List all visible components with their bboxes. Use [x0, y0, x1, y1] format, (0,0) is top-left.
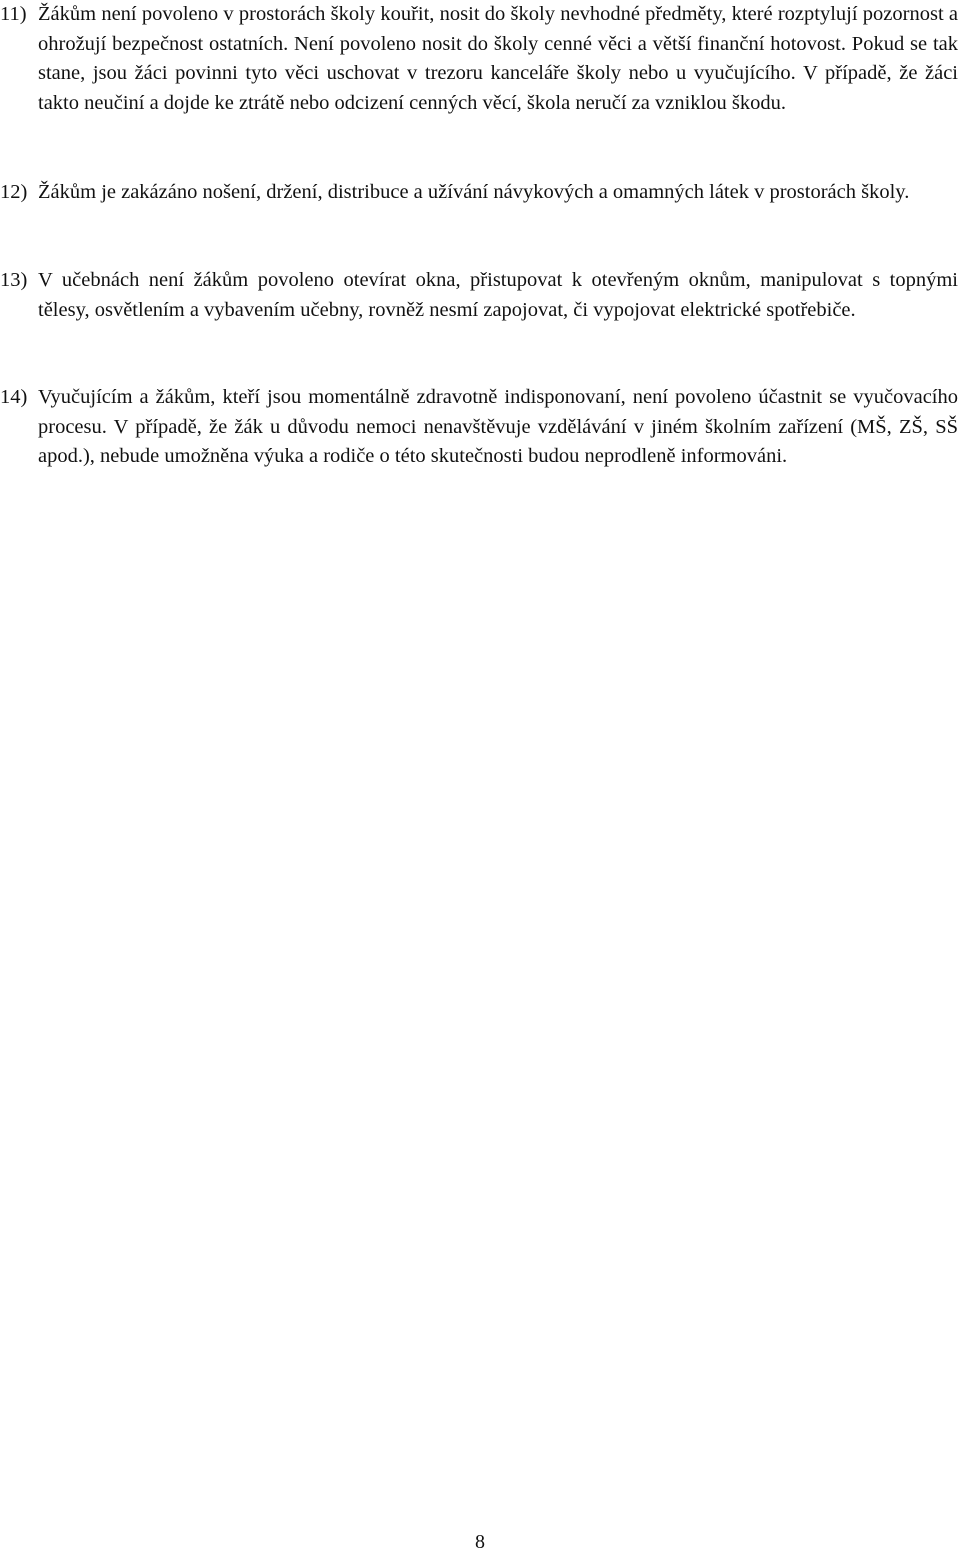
page-number: 8: [475, 1531, 485, 1553]
list-item-12: [0, 178, 958, 208]
item-text: Žákům není povoleno v prostorách školy kouřit, nosit do školy nevhodné předměty, které rozptylují pozornost a ohrožují bezpečnost ostatních. Není povoleno nosit do školy cenné věci a větší finanční hotovost. Pokud se tak stane, jsou žáci povinni tyto věci uschovat v trezoru kanceláře školy nebo u vyučujícího. V případě, že žáci takto neučiní a dojde ke ztrátě nebo odcizení cenných věcí, škola neručí za vzniklou škodu.: [38, 3, 958, 114]
list-item-14: [0, 383, 958, 472]
item-number: 11): [0, 3, 27, 25]
item-text: V učebnách není žákům povoleno otevírat okna, přistupovat k otevřeným oknům, manipulovat s topnými tělesy, osvětlením a vybavením učebny, rovněž nesmí zapojovat, či vypojovat elektrické spotřebiče.: [38, 269, 958, 321]
item-number: 12): [0, 181, 28, 203]
list-item-13: [0, 266, 958, 325]
list-item-11: [0, 0, 958, 118]
item-number: 13): [0, 269, 28, 291]
item-text: Vyučujícím a žákům, kteří jsou momentálně zdravotně indisponovaní, není povoleno účastnit se vyučovacího procesu. V případě, že žák u důvodu nemoci nenavštěvuje vzdělávání v jiném školním zařízení (MŠ, ZŠ, SŠ apod.), nebude umožněna výuka a rodiče o této skutečnosti budou neprodleně informováni.: [38, 386, 958, 467]
item-number: 14): [0, 386, 28, 408]
item-text: Žákům je zakázáno nošení, držení, distribuce a užívání návykových a omamných látek v prostorách školy.: [38, 181, 910, 203]
